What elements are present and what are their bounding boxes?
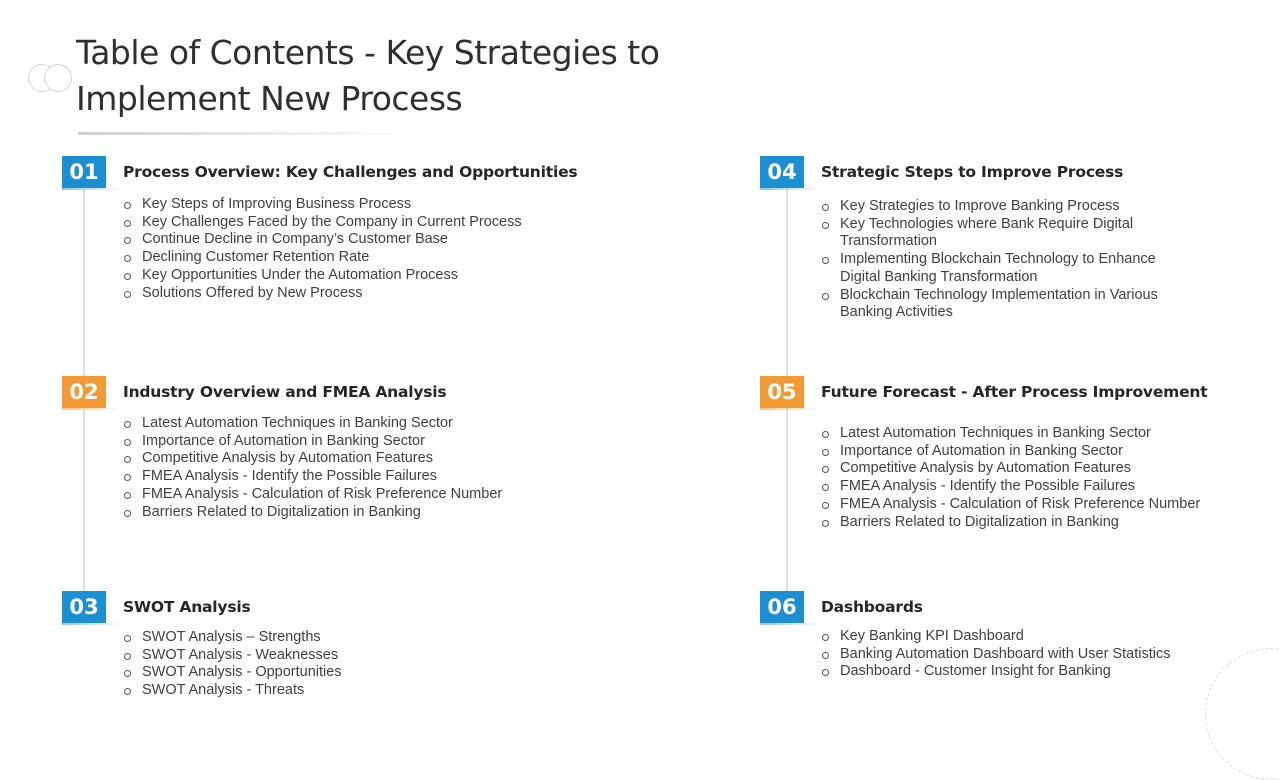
- toc-section-06[interactable]: [760, 591, 1240, 691]
- list-item: Importance of Automation in Banking Sector: [123, 433, 643, 451]
- list-item: Latest Automation Techniques in Banking Sector: [123, 415, 643, 433]
- section-title: Process Overview: Key Challenges and Opportunities: [123, 163, 578, 181]
- badge-underline: [62, 408, 122, 410]
- list-item: Competitive Analysis by Automation Features: [821, 460, 1241, 478]
- list-item: Key Opportunities Under the Automation Process: [123, 267, 643, 285]
- section-title: Industry Overview and FMEA Analysis: [123, 383, 447, 401]
- list-item: Importance of Automation in Banking Sector: [821, 443, 1241, 461]
- section-item-list: [123, 196, 643, 302]
- page-title: Table of Contents - Key Strategies to Implement New Process: [76, 33, 660, 118]
- list-item: FMEA Analysis - Identify the Possible Failures: [821, 478, 1241, 496]
- section-item-list: [123, 415, 643, 521]
- toc-section-02[interactable]: [62, 376, 662, 536]
- decorative-circles: [28, 64, 76, 92]
- list-item: FMEA Analysis - Calculation of Risk Preference Number: [123, 486, 643, 504]
- list-item: Dashboard - Customer Insight for Banking: [821, 663, 1241, 681]
- section-number-badge: 05: [760, 376, 804, 408]
- section-title: Future Forecast - After Process Improvement: [821, 383, 1208, 401]
- badge-underline: [760, 408, 820, 410]
- badge-underline: [62, 188, 122, 190]
- section-number-badge: 02: [62, 376, 106, 408]
- list-item: Continue Decline in Company’s Customer Base: [123, 231, 643, 249]
- list-item: Competitive Analysis by Automation Features: [123, 450, 643, 468]
- list-item: SWOT Analysis – Strengths: [123, 629, 643, 647]
- list-item: Declining Customer Retention Rate: [123, 249, 643, 267]
- list-item: Key Technologies where Bank Require Digital Transformation: [821, 216, 1191, 251]
- list-item: Latest Automation Techniques in Banking Sector: [821, 425, 1241, 443]
- section-item-list: [821, 425, 1241, 531]
- toc-section-03[interactable]: [62, 591, 662, 716]
- badge-underline: [760, 623, 820, 625]
- toc-section-01[interactable]: [62, 156, 662, 316]
- section-item-list: [821, 198, 1191, 322]
- list-item: Implementing Blockchain Technology to Enhance Digital Banking Transformation: [821, 251, 1191, 286]
- list-item: Banking Automation Dashboard with User Statistics: [821, 646, 1241, 664]
- section-title: Dashboards: [821, 598, 923, 616]
- list-item: Blockchain Technology Implementation in Various Banking Activities: [821, 287, 1191, 322]
- section-item-list: [123, 629, 643, 700]
- list-item: SWOT Analysis - Weaknesses: [123, 647, 643, 665]
- list-item: Barriers Related to Digitalization in Banking: [123, 504, 643, 522]
- list-item: FMEA Analysis - Calculation of Risk Preference Number: [821, 496, 1241, 514]
- list-item: Solutions Offered by New Process: [123, 285, 643, 303]
- list-item: Key Challenges Faced by the Company in Current Process: [123, 214, 643, 232]
- toc-section-05[interactable]: [760, 376, 1240, 536]
- badge-underline: [62, 623, 122, 625]
- list-item: Key Banking KPI Dashboard: [821, 628, 1241, 646]
- title-divider: [78, 132, 418, 135]
- list-item: FMEA Analysis - Identify the Possible Failures: [123, 468, 643, 486]
- section-number-badge: 01: [62, 156, 106, 188]
- section-number-badge: 06: [760, 591, 804, 623]
- list-item: Key Strategies to Improve Banking Process: [821, 198, 1191, 216]
- section-item-list: [821, 628, 1241, 681]
- list-item: Key Steps of Improving Business Process: [123, 196, 643, 214]
- section-title: Strategic Steps to Improve Process: [821, 163, 1124, 181]
- section-number-badge: 04: [760, 156, 804, 188]
- list-item: SWOT Analysis - Opportunities: [123, 664, 643, 682]
- toc-section-04[interactable]: [760, 156, 1240, 326]
- list-item: SWOT Analysis - Threats: [123, 682, 643, 700]
- section-number-badge: 03: [62, 591, 106, 623]
- badge-underline: [760, 188, 820, 190]
- section-title: SWOT Analysis: [123, 598, 251, 616]
- list-item: Barriers Related to Digitalization in Banking: [821, 514, 1241, 532]
